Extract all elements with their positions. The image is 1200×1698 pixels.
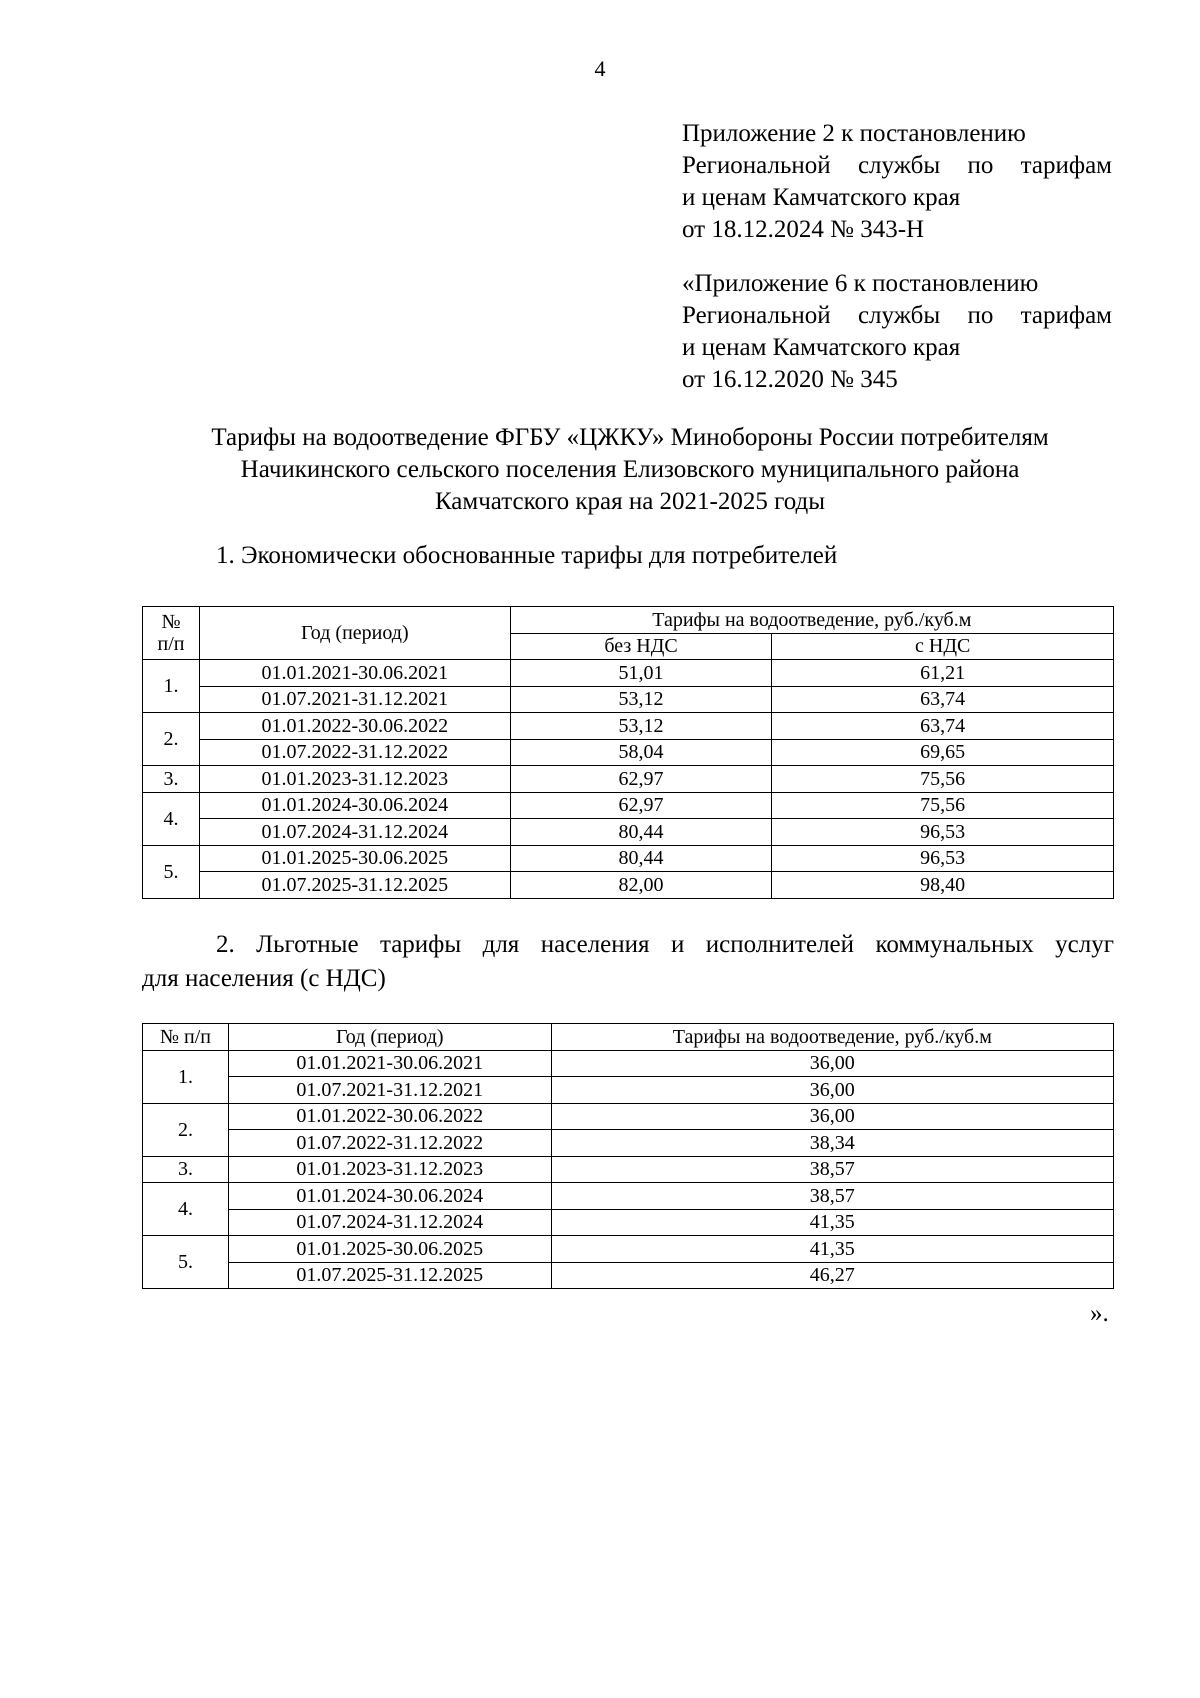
tariff-cell: 36,00 bbox=[551, 1077, 1113, 1104]
row-number: 2. bbox=[143, 713, 200, 766]
economic-tariffs-table bbox=[142, 606, 1114, 899]
section-2-heading-line: для населения (с НДС) bbox=[142, 965, 386, 992]
document-title bbox=[140, 422, 1120, 518]
table-row bbox=[143, 1103, 1114, 1130]
tariff-no-vat-cell: 58,04 bbox=[510, 739, 772, 766]
tariff-cell: 38,57 bbox=[551, 1183, 1113, 1210]
period-cell: 01.07.2025-31.12.2025 bbox=[199, 872, 510, 899]
tariff-no-vat-cell: 80,44 bbox=[510, 845, 772, 872]
annex-line: Приложение 2 к постановлению bbox=[682, 120, 1026, 147]
period-cell: 01.01.2021-30.06.2021 bbox=[228, 1050, 551, 1077]
header-tariff: Тарифы на водоотведение, руб./куб.м bbox=[551, 1024, 1113, 1051]
annex-line: Региональной службы по тарифам bbox=[682, 152, 1112, 179]
table-row bbox=[143, 819, 1114, 846]
period-cell: 01.07.2024-31.12.2024 bbox=[199, 819, 510, 846]
row-number: 3. bbox=[143, 1156, 229, 1183]
annex-line: и ценам Камчатского края bbox=[682, 184, 961, 211]
period-cell: 01.07.2024-31.12.2024 bbox=[228, 1209, 551, 1236]
period-cell: 01.07.2025-31.12.2025 bbox=[228, 1262, 551, 1289]
period-cell: 01.07.2022-31.12.2022 bbox=[199, 739, 510, 766]
title-line: Тарифы на водоотведение ФГБУ «ЦЖКУ» Минобороны России потребителям bbox=[211, 424, 1049, 451]
tariff-no-vat-cell: 53,12 bbox=[510, 686, 772, 713]
annex-line: «Приложение 6 к постановлению bbox=[682, 270, 1039, 297]
tariff-cell: 41,35 bbox=[551, 1209, 1113, 1236]
table-row bbox=[143, 792, 1114, 819]
tariff-with-vat-cell: 63,74 bbox=[772, 686, 1114, 713]
tariff-no-vat-cell: 62,97 bbox=[510, 792, 772, 819]
section-2-heading bbox=[142, 928, 1114, 996]
period-cell: 01.01.2025-30.06.2025 bbox=[199, 845, 510, 872]
row-number: 5. bbox=[143, 1236, 229, 1289]
tariff-with-vat-cell: 61,21 bbox=[772, 660, 1114, 687]
section-2-heading-line: 2. Льготные тарифы для населения и исполнителей коммунальных услуг bbox=[216, 931, 1114, 958]
period-cell: 01.01.2023-31.12.2023 bbox=[228, 1156, 551, 1183]
title-line: Начикинского сельского поселения Елизовского муниципального района bbox=[240, 456, 1020, 483]
tariff-cell: 38,57 bbox=[551, 1156, 1113, 1183]
period-cell: 01.01.2024-30.06.2024 bbox=[228, 1183, 551, 1210]
table-row bbox=[143, 660, 1114, 687]
row-number: 1. bbox=[143, 1050, 229, 1103]
annex-line: от 16.12.2020 № 345 bbox=[682, 366, 898, 393]
period-cell: 01.01.2022-30.06.2022 bbox=[199, 713, 510, 740]
row-number: 4. bbox=[143, 1183, 229, 1236]
tariff-cell: 46,27 bbox=[551, 1262, 1113, 1289]
table-row bbox=[143, 739, 1114, 766]
tariff-no-vat-cell: 53,12 bbox=[510, 713, 772, 740]
row-number: 4. bbox=[143, 792, 200, 845]
table-row bbox=[143, 1156, 1114, 1183]
header-tariff: Тарифы на водоотведение, руб./куб.м bbox=[510, 607, 1113, 634]
tariff-no-vat-cell: 80,44 bbox=[510, 819, 772, 846]
table-row bbox=[143, 872, 1114, 899]
table-row bbox=[143, 1209, 1114, 1236]
period-cell: 01.01.2021-30.06.2021 bbox=[199, 660, 510, 687]
annex-line: Региональной службы по тарифам bbox=[682, 302, 1112, 329]
header-with-vat: с НДС bbox=[772, 633, 1114, 660]
table-row bbox=[143, 845, 1114, 872]
table-row bbox=[143, 1183, 1114, 1210]
annex-line: от 18.12.2024 № 343-Н bbox=[682, 216, 925, 243]
tariff-with-vat-cell: 98,40 bbox=[772, 872, 1114, 899]
header-period: Год (период) bbox=[228, 1024, 551, 1051]
section-1-heading: 1. Экономически обоснованные тарифы для потребителей bbox=[216, 542, 838, 569]
title-line: Камчатского края на 2021-2025 годы bbox=[434, 488, 826, 515]
tariff-with-vat-cell: 96,53 bbox=[772, 819, 1114, 846]
table-row bbox=[143, 686, 1114, 713]
header-num: № п/п bbox=[143, 1024, 229, 1051]
table-row bbox=[143, 1262, 1114, 1289]
row-number: 2. bbox=[143, 1103, 229, 1156]
period-cell: 01.07.2022-31.12.2022 bbox=[228, 1130, 551, 1157]
period-cell: 01.01.2023-31.12.2023 bbox=[199, 766, 510, 793]
header-no-vat: без НДС bbox=[510, 633, 772, 660]
period-cell: 01.01.2022-30.06.2022 bbox=[228, 1103, 551, 1130]
tariff-no-vat-cell: 62,97 bbox=[510, 766, 772, 793]
table-row bbox=[143, 1130, 1114, 1157]
table-row bbox=[143, 713, 1114, 740]
row-number: 1. bbox=[143, 660, 200, 713]
tariff-no-vat-cell: 82,00 bbox=[510, 872, 772, 899]
tariff-with-vat-cell: 63,74 bbox=[772, 713, 1114, 740]
tariff-no-vat-cell: 51,01 bbox=[510, 660, 772, 687]
header-num: № п/п bbox=[143, 607, 200, 660]
header-period: Год (период) bbox=[199, 607, 510, 660]
annex-reference-current bbox=[682, 118, 1112, 246]
period-cell: 01.07.2021-31.12.2021 bbox=[199, 686, 510, 713]
row-number: 3. bbox=[143, 766, 200, 793]
tariff-cell: 41,35 bbox=[551, 1236, 1113, 1263]
tariff-cell: 36,00 bbox=[551, 1050, 1113, 1077]
annex-line: и ценам Камчатского края bbox=[682, 334, 961, 361]
closing-quote-mark: ». bbox=[1090, 1300, 1109, 1327]
table-row bbox=[143, 766, 1114, 793]
tariff-with-vat-cell: 96,53 bbox=[772, 845, 1114, 872]
table-row bbox=[143, 1236, 1114, 1263]
period-cell: 01.01.2025-30.06.2025 bbox=[228, 1236, 551, 1263]
period-cell: 01.07.2021-31.12.2021 bbox=[228, 1077, 551, 1104]
tariff-cell: 38,34 bbox=[551, 1130, 1113, 1157]
table-row bbox=[143, 1050, 1114, 1077]
tariff-cell: 36,00 bbox=[551, 1103, 1113, 1130]
tariff-with-vat-cell: 75,56 bbox=[772, 766, 1114, 793]
tariff-with-vat-cell: 75,56 bbox=[772, 792, 1114, 819]
row-number: 5. bbox=[143, 845, 200, 898]
page-number: 4 bbox=[594, 56, 606, 81]
preferential-tariffs-table bbox=[142, 1023, 1114, 1289]
annex-reference-original bbox=[682, 268, 1112, 396]
table-row bbox=[143, 1077, 1114, 1104]
tariff-with-vat-cell: 69,65 bbox=[772, 739, 1114, 766]
period-cell: 01.01.2024-30.06.2024 bbox=[199, 792, 510, 819]
